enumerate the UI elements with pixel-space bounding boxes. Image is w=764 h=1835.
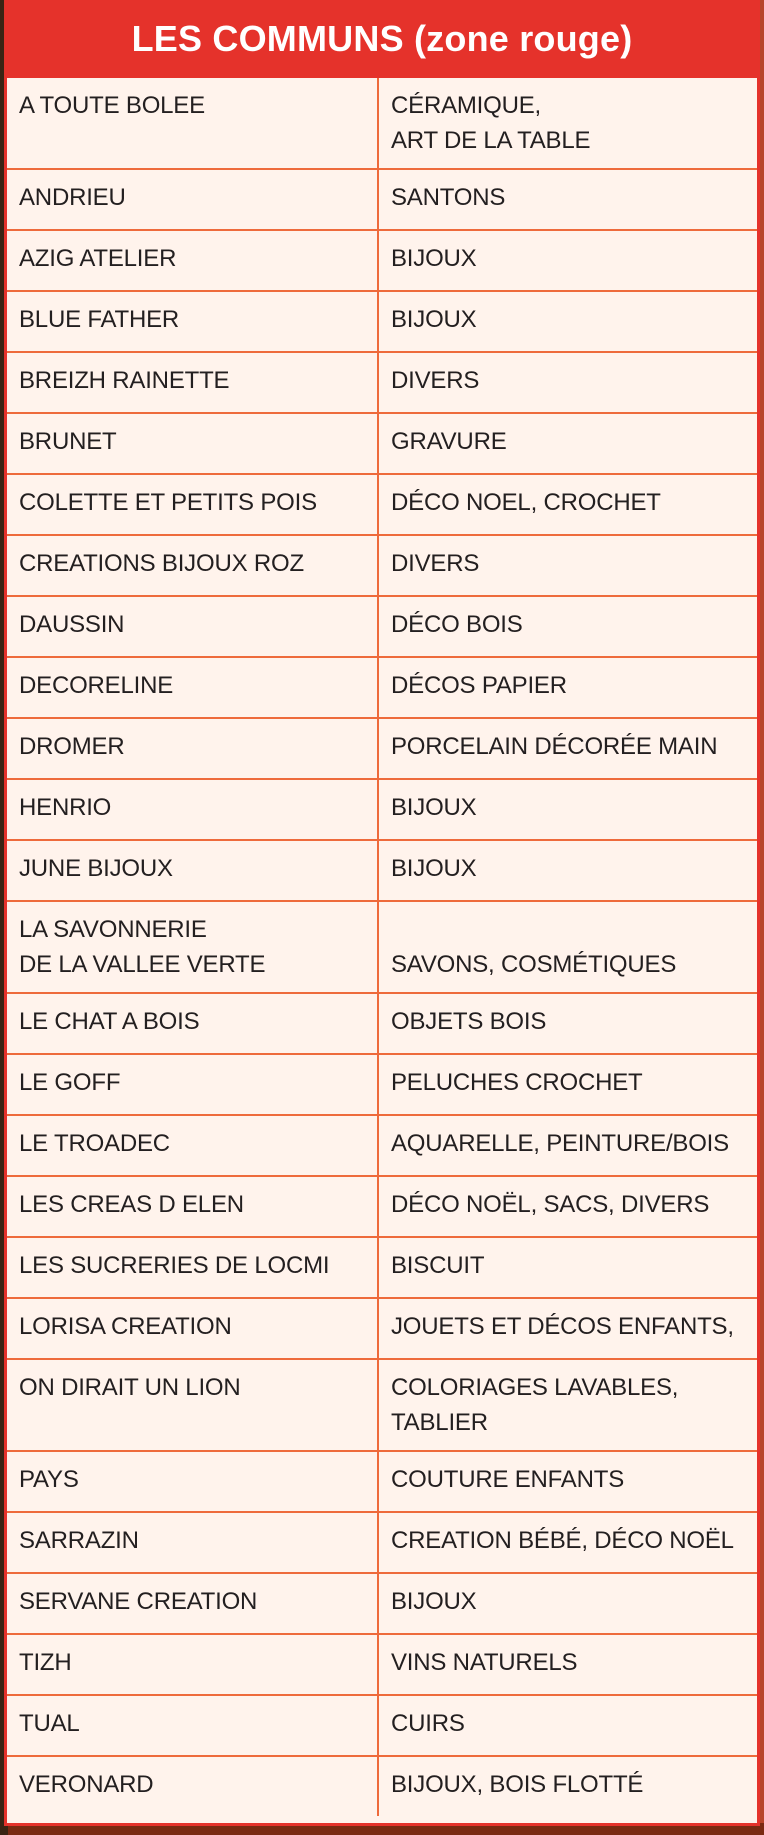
exhibitor-name: VERONARD [7, 1757, 379, 1816]
exhibitor-table [7, 78, 757, 1816]
exhibitor-name: AZIG ATELIER [7, 231, 379, 290]
exhibitor-name: DROMER [7, 719, 379, 778]
exhibitor-name: COLETTE ET PETITS POIS [7, 475, 379, 534]
exhibitor-name: SARRAZIN [7, 1513, 379, 1572]
exhibitor-category: SANTONS [391, 184, 506, 211]
table-row [7, 1238, 757, 1299]
exhibitor-category: DÉCO NOEL, CROCHET [391, 489, 661, 516]
table-row [7, 1696, 757, 1757]
table-row [7, 780, 757, 841]
table-row [7, 597, 757, 658]
table-row [7, 1574, 757, 1635]
exhibitor-name: TUAL [7, 1696, 379, 1755]
exhibitor-category: SAVONS, COSMÉTIQUES [391, 951, 677, 978]
table-row [7, 536, 757, 597]
table-row [7, 1116, 757, 1177]
exhibitor-category: COUTURE ENFANTS [391, 1466, 625, 1493]
exhibitor-name: LORISA CREATION [7, 1299, 379, 1358]
exhibitor-category: DÉCO BOIS [391, 611, 523, 638]
exhibitor-category: PELUCHES CROCHET [391, 1069, 643, 1096]
exhibitor-category: BIJOUX [391, 245, 477, 272]
exhibitor-category: BIJOUX [391, 1588, 477, 1615]
table-row [7, 1452, 757, 1513]
table-row [7, 475, 757, 536]
table-row [7, 658, 757, 719]
exhibitor-name: LA SAVONNERIE DE LA VALLEE VERTE [7, 902, 379, 992]
table-row [7, 719, 757, 780]
exhibitor-list-sheet [4, 0, 760, 1826]
exhibitor-category: JOUETS ET DÉCOS ENFANTS, [391, 1313, 734, 1340]
exhibitor-name: PAYS [7, 1452, 379, 1511]
exhibitor-category: CUIRS [391, 1710, 465, 1737]
exhibitor-name: ANDRIEU [7, 170, 379, 229]
exhibitor-name: JUNE BIJOUX [7, 841, 379, 900]
exhibitor-name: HENRIO [7, 780, 379, 839]
table-row [7, 1299, 757, 1360]
exhibitor-category: DÉCOS PAPIER [391, 672, 567, 699]
exhibitor-category: DIVERS [391, 550, 480, 577]
exhibitor-name: SERVANE CREATION [7, 1574, 379, 1633]
table-row [7, 1757, 757, 1816]
exhibitor-name: LE CHAT A BOIS [7, 994, 379, 1053]
exhibitor-name: LE TROADEC [7, 1116, 379, 1175]
table-row [7, 902, 757, 994]
exhibitor-category: BISCUIT [391, 1252, 485, 1279]
table-row [7, 1177, 757, 1238]
exhibitor-name: ON DIRAIT UN LION [7, 1360, 379, 1450]
table-row [7, 353, 757, 414]
exhibitor-name: LES SUCRERIES DE LOCMI [7, 1238, 379, 1297]
table-row [7, 841, 757, 902]
exhibitor-category: AQUARELLE, PEINTURE/BOIS [391, 1130, 729, 1157]
exhibitor-name: TIZH [7, 1635, 379, 1694]
exhibitor-category: DÉCO NOËL, SACS, DIVERS [391, 1191, 710, 1218]
exhibitor-category: COLORIAGES LAVABLES, TABLIER [391, 1374, 679, 1436]
exhibitor-name: BREIZH RAINETTE [7, 353, 379, 412]
exhibitor-name: DECORELINE [7, 658, 379, 717]
exhibitor-category: CÉRAMIQUE, ART DE LA TABLE [391, 92, 591, 154]
section-title: LES COMMUNS (zone rouge) [7, 3, 757, 78]
exhibitor-name: A TOUTE BOLEE [7, 78, 379, 168]
exhibitor-category: CREATION BÉBÉ, DÉCO NOËL [391, 1527, 734, 1554]
exhibitor-name: BRUNET [7, 414, 379, 473]
exhibitor-category: DIVERS [391, 367, 480, 394]
table-row [7, 1513, 757, 1574]
table-row [7, 292, 757, 353]
table-row [7, 1635, 757, 1696]
exhibitor-category: BIJOUX [391, 306, 477, 333]
table-row [7, 78, 757, 170]
table-row [7, 231, 757, 292]
table-row [7, 414, 757, 475]
exhibitor-name: CREATIONS BIJOUX ROZ [7, 536, 379, 595]
table-row [7, 1360, 757, 1452]
exhibitor-category: VINS NATURELS [391, 1649, 578, 1676]
table-row [7, 170, 757, 231]
exhibitor-category: BIJOUX [391, 794, 477, 821]
table-row [7, 994, 757, 1055]
exhibitor-name: LE GOFF [7, 1055, 379, 1114]
exhibitor-name: BLUE FATHER [7, 292, 379, 351]
exhibitor-category: OBJETS BOIS [391, 1008, 547, 1035]
exhibitor-category: GRAVURE [391, 428, 507, 455]
table-row [7, 1055, 757, 1116]
exhibitor-name: DAUSSIN [7, 597, 379, 656]
exhibitor-category: BIJOUX [391, 855, 477, 882]
exhibitor-category: PORCELAIN DÉCORÉE MAIN [391, 733, 718, 760]
exhibitor-name: LES CREAS D ELEN [7, 1177, 379, 1236]
exhibitor-category: BIJOUX, BOIS FLOTTÉ [391, 1771, 644, 1798]
